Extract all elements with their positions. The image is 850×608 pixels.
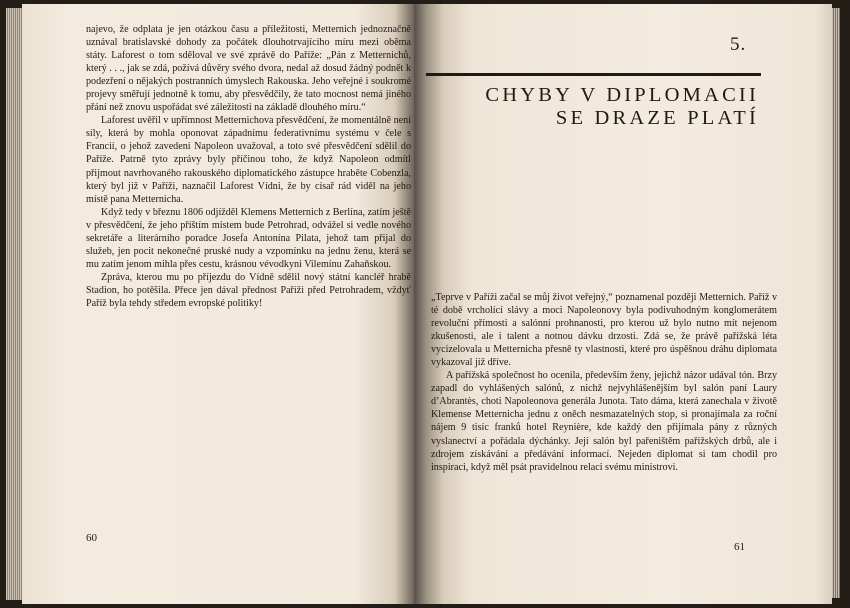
right-paragraph-1: „Teprve v Paříži začal se můj život veřejný,“ poznamenal později Metternich. Paříž v té době vrcholící slávy a moci Napoleonovy byla podivuhodným konglomerátem revoluční přímosti a salónní prohnanosti, pro kterou už bylo nutno mít nejenom zkušenosti, ale i talent a notnou dávku drzosti. Zdá se, že právě pařížská léta vycizelovala u Metternicha přesně ty vlastnosti, které pro úspěšnou dráhu diplomata vykazoval již dříve. bbox=[431, 292, 777, 369]
left-page bbox=[22, 4, 414, 604]
chapter-title-line-2: SE DRAZE PLATÍ bbox=[555, 107, 759, 129]
right-page-text bbox=[431, 291, 777, 474]
left-paragraph-1: najevo, že odplata je jen otázkou času a příležitosti, Metternich jednoznačně uznával bratislavské dohody za počátek dlouhotrvajícího míru mezi oběma státy. Laforest o tom sděloval ve své zprávě do Paříže: „Pán z Metternichů, který . . ., jak se zdá, požívá důvěry svého dvora, nedal až dosud žádný podnět k podezření o nějakých postranních úmyslech Rakouska. Jeho veřejné i soukromé projevy směřují jednotně k tomu, aby přesvědčily, že tato mocnost nemá jiného přání než znovu uspořádat své záležitosti na základě dlouhého míru.“ bbox=[86, 24, 411, 114]
left-paragraph-4: Zpráva, kterou mu po příjezdu do Vídně sdělil nový státní kancléř hrabě Stadion, ho potěšila. Přece jen dával přednost Paříži před Petrohradem, vždyť Paříž byla tehdy středem evropské politiky! bbox=[86, 271, 411, 309]
right-page bbox=[414, 4, 832, 604]
left-page-number: 60 bbox=[86, 532, 97, 544]
chapter-rule bbox=[426, 73, 761, 76]
left-page-edges bbox=[6, 8, 22, 600]
right-page-number: 61 bbox=[734, 541, 745, 553]
left-paragraph-3: Když tedy v březnu 1806 odjížděl Klemens Metternich z Berlína, zatím ještě v přesvědčení, že jeho příštím místem bude Petrohrad, odvážel si vedle nového sekretáře a literárního poradce Josefa Antonína Pilata, jehož tam přijal do služeb, jen pocit nekonečné pruské nudy a vzpomínku na jednu ženu, která se mu zatím jenom mihla přes cestu, krásnou vévodkyni Vilemínu Zahaňskou. bbox=[86, 206, 412, 270]
chapter-title-line-1: CHYBY V DIPLOMACII bbox=[485, 84, 759, 106]
right-page-edges bbox=[832, 8, 840, 598]
left-paragraph-2: Laforest uvěřil v upřímnost Metternichova přesvědčení, že momentálně není síly, která by mohla oponovat západnímu federativnímu systému v čele s Francií, o jehož zavedení Napoleon uvažoval, a toto své přesvědčení sdělil do Paříže. Patrně tyto zprávy byly příčinou toho, že když Napoleon odmítl přijmout navrhovaného rakouského diplomatického zástupce hraběte Cobenzla, který byl již v Paříži, naznačil Laforest Vídni, že by císař rád viděl na jeho místě pana Metternicha. bbox=[86, 115, 411, 205]
chapter-title bbox=[444, 84, 759, 130]
right-paragraph-2: A pařížská společnost ho ocenila, především ženy, jejichž názor udával tón. Brzy zapadl do vyhlášených salónů, z nichž nejvyhlášenějším byl salón paní Laury d’Abrantès, choti Napoleonova generála Junota. Tato dáma, která zanechala v životě Klemense Metternicha jednu z oněch nesmazatelných stop, si pronajímala za roční nájem 9 tisíc franků hotel Reynière, kde každý den přijímala pány z různých vyslanectví a pořádala dýchánky. Její salón byl pařeništěm pařížských drbů, ale i zdrojem získávání a předávání informací. Nejeden diplomat si tam chodil pro inspiraci, když měl psát pravidelnou relaci svému ministrovi. bbox=[431, 370, 777, 473]
left-page-text bbox=[86, 23, 411, 310]
chapter-number: 5. bbox=[730, 34, 747, 55]
